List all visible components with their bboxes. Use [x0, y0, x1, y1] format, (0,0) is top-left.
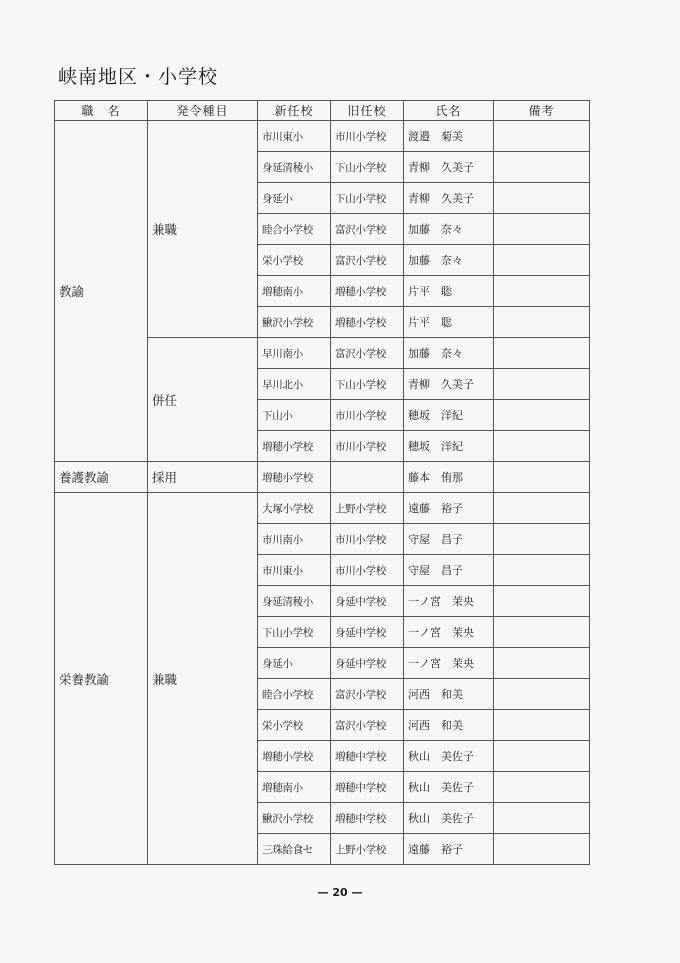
remarks-cell — [494, 555, 590, 586]
new-school-cell: 増穂小学校 — [258, 431, 331, 462]
old-school-cell: 富沢小学校 — [331, 679, 404, 710]
new-school-cell: 早川南小 — [258, 338, 331, 369]
remarks-cell — [494, 524, 590, 555]
old-school-cell: 下山小学校 — [331, 152, 404, 183]
new-school-cell: 身延小 — [258, 183, 331, 214]
old-school-cell: 富沢小学校 — [331, 214, 404, 245]
header-row — [55, 101, 590, 121]
remarks-cell — [494, 741, 590, 772]
name-cell: 片平 聡 — [404, 276, 494, 307]
name-cell: 一ノ宮 茉央 — [404, 617, 494, 648]
new-school-cell: 栄小学校 — [258, 245, 331, 276]
new-school-cell: 身延清稜小 — [258, 586, 331, 617]
old-school-cell: 増穂中学校 — [331, 741, 404, 772]
remarks-cell — [494, 462, 590, 493]
personnel-table — [54, 100, 590, 865]
name-cell: 遠藤 裕子 — [404, 834, 494, 865]
old-school-cell: 上野小学校 — [331, 493, 404, 524]
remarks-cell — [494, 214, 590, 245]
new-school-cell: 身延清稜小 — [258, 152, 331, 183]
old-school-cell: 市川小学校 — [331, 555, 404, 586]
old-school-cell: 上野小学校 — [331, 834, 404, 865]
header-appointment-type: 発令種目 — [148, 101, 258, 121]
header-name: 氏名 — [404, 101, 494, 121]
new-school-cell: 栄小学校 — [258, 710, 331, 741]
remarks-cell — [494, 803, 590, 834]
name-cell: 青柳 久美子 — [404, 152, 494, 183]
old-school-cell: 下山小学校 — [331, 369, 404, 400]
name-cell: 片平 聡 — [404, 307, 494, 338]
old-school-cell: 市川小学校 — [331, 524, 404, 555]
table-row — [55, 462, 590, 493]
name-cell: 青柳 久美子 — [404, 183, 494, 214]
remarks-cell — [494, 183, 590, 214]
old-school-cell: 市川小学校 — [331, 400, 404, 431]
header-new-school: 新任校 — [258, 101, 331, 121]
name-cell: 一ノ宮 茉央 — [404, 586, 494, 617]
new-school-cell: 三珠給食セ — [258, 834, 331, 865]
table-body — [55, 121, 590, 865]
new-school-cell: 下山小 — [258, 400, 331, 431]
remarks-cell — [494, 648, 590, 679]
remarks-cell — [494, 338, 590, 369]
old-school-cell: 増穂小学校 — [331, 276, 404, 307]
old-school-cell: 下山小学校 — [331, 183, 404, 214]
new-school-cell: 睦合小学校 — [258, 679, 331, 710]
position-cell: 養護教諭 — [55, 462, 148, 493]
remarks-cell — [494, 834, 590, 865]
header-old-school: 旧任校 — [331, 101, 404, 121]
appointment-type-cell: 採用 — [148, 462, 258, 493]
old-school-cell: 富沢小学校 — [331, 245, 404, 276]
new-school-cell: 早川北小 — [258, 369, 331, 400]
old-school-cell — [331, 462, 404, 493]
remarks-cell — [494, 431, 590, 462]
new-school-cell: 増穂小学校 — [258, 741, 331, 772]
name-cell: 秋山 美佐子 — [404, 803, 494, 834]
new-school-cell: 市川南小 — [258, 524, 331, 555]
name-cell: 河西 和美 — [404, 710, 494, 741]
new-school-cell: 増穂南小 — [258, 772, 331, 803]
remarks-cell — [494, 307, 590, 338]
table-row — [55, 121, 590, 152]
position-cell: 栄養教諭 — [55, 493, 148, 865]
old-school-cell: 増穂中学校 — [331, 803, 404, 834]
new-school-cell: 市川東小 — [258, 555, 331, 586]
header-remarks: 備考 — [494, 101, 590, 121]
name-cell: 秋山 美佐子 — [404, 772, 494, 803]
name-cell: 一ノ宮 茉央 — [404, 648, 494, 679]
name-cell: 青柳 久美子 — [404, 369, 494, 400]
old-school-cell: 身延中学校 — [331, 617, 404, 648]
name-cell: 渡邉 菊美 — [404, 121, 494, 152]
old-school-cell: 市川小学校 — [331, 431, 404, 462]
old-school-cell: 増穂小学校 — [331, 307, 404, 338]
name-cell: 穂坂 洋紀 — [404, 431, 494, 462]
old-school-cell: 富沢小学校 — [331, 338, 404, 369]
name-cell: 藤本 侑那 — [404, 462, 494, 493]
remarks-cell — [494, 772, 590, 803]
appointment-type-cell: 併任 — [148, 338, 258, 462]
appointment-type-cell: 兼職 — [148, 121, 258, 338]
new-school-cell: 増穂南小 — [258, 276, 331, 307]
remarks-cell — [494, 710, 590, 741]
name-cell: 穂坂 洋紀 — [404, 400, 494, 431]
position-cell: 教諭 — [55, 121, 148, 462]
name-cell: 守屋 昌子 — [404, 524, 494, 555]
new-school-cell: 下山小学校 — [258, 617, 331, 648]
name-cell: 河西 和美 — [404, 679, 494, 710]
table-row — [55, 493, 590, 524]
name-cell: 加藤 奈々 — [404, 245, 494, 276]
old-school-cell: 身延中学校 — [331, 648, 404, 679]
name-cell: 加藤 奈々 — [404, 338, 494, 369]
name-cell: 守屋 昌子 — [404, 555, 494, 586]
old-school-cell: 市川小学校 — [331, 121, 404, 152]
remarks-cell — [494, 617, 590, 648]
remarks-cell — [494, 679, 590, 710]
page-number: — 20 — — [317, 886, 363, 899]
page-title: 峡南地区・小学校 — [58, 66, 219, 88]
header-position: 職 名 — [55, 101, 148, 121]
old-school-cell: 増穂中学校 — [331, 772, 404, 803]
remarks-cell — [494, 245, 590, 276]
remarks-cell — [494, 152, 590, 183]
remarks-cell — [494, 276, 590, 307]
new-school-cell: 身延小 — [258, 648, 331, 679]
new-school-cell: 鰍沢小学校 — [258, 803, 331, 834]
new-school-cell: 大塚小学校 — [258, 493, 331, 524]
new-school-cell: 市川東小 — [258, 121, 331, 152]
name-cell: 加藤 奈々 — [404, 214, 494, 245]
remarks-cell — [494, 400, 590, 431]
remarks-cell — [494, 586, 590, 617]
new-school-cell: 鰍沢小学校 — [258, 307, 331, 338]
remarks-cell — [494, 493, 590, 524]
appointment-type-cell: 兼職 — [148, 493, 258, 865]
old-school-cell: 富沢小学校 — [331, 710, 404, 741]
new-school-cell: 睦合小学校 — [258, 214, 331, 245]
new-school-cell: 増穂小学校 — [258, 462, 331, 493]
name-cell: 秋山 美佐子 — [404, 741, 494, 772]
old-school-cell: 身延中学校 — [331, 586, 404, 617]
remarks-cell — [494, 369, 590, 400]
remarks-cell — [494, 121, 590, 152]
name-cell: 遠藤 裕子 — [404, 493, 494, 524]
